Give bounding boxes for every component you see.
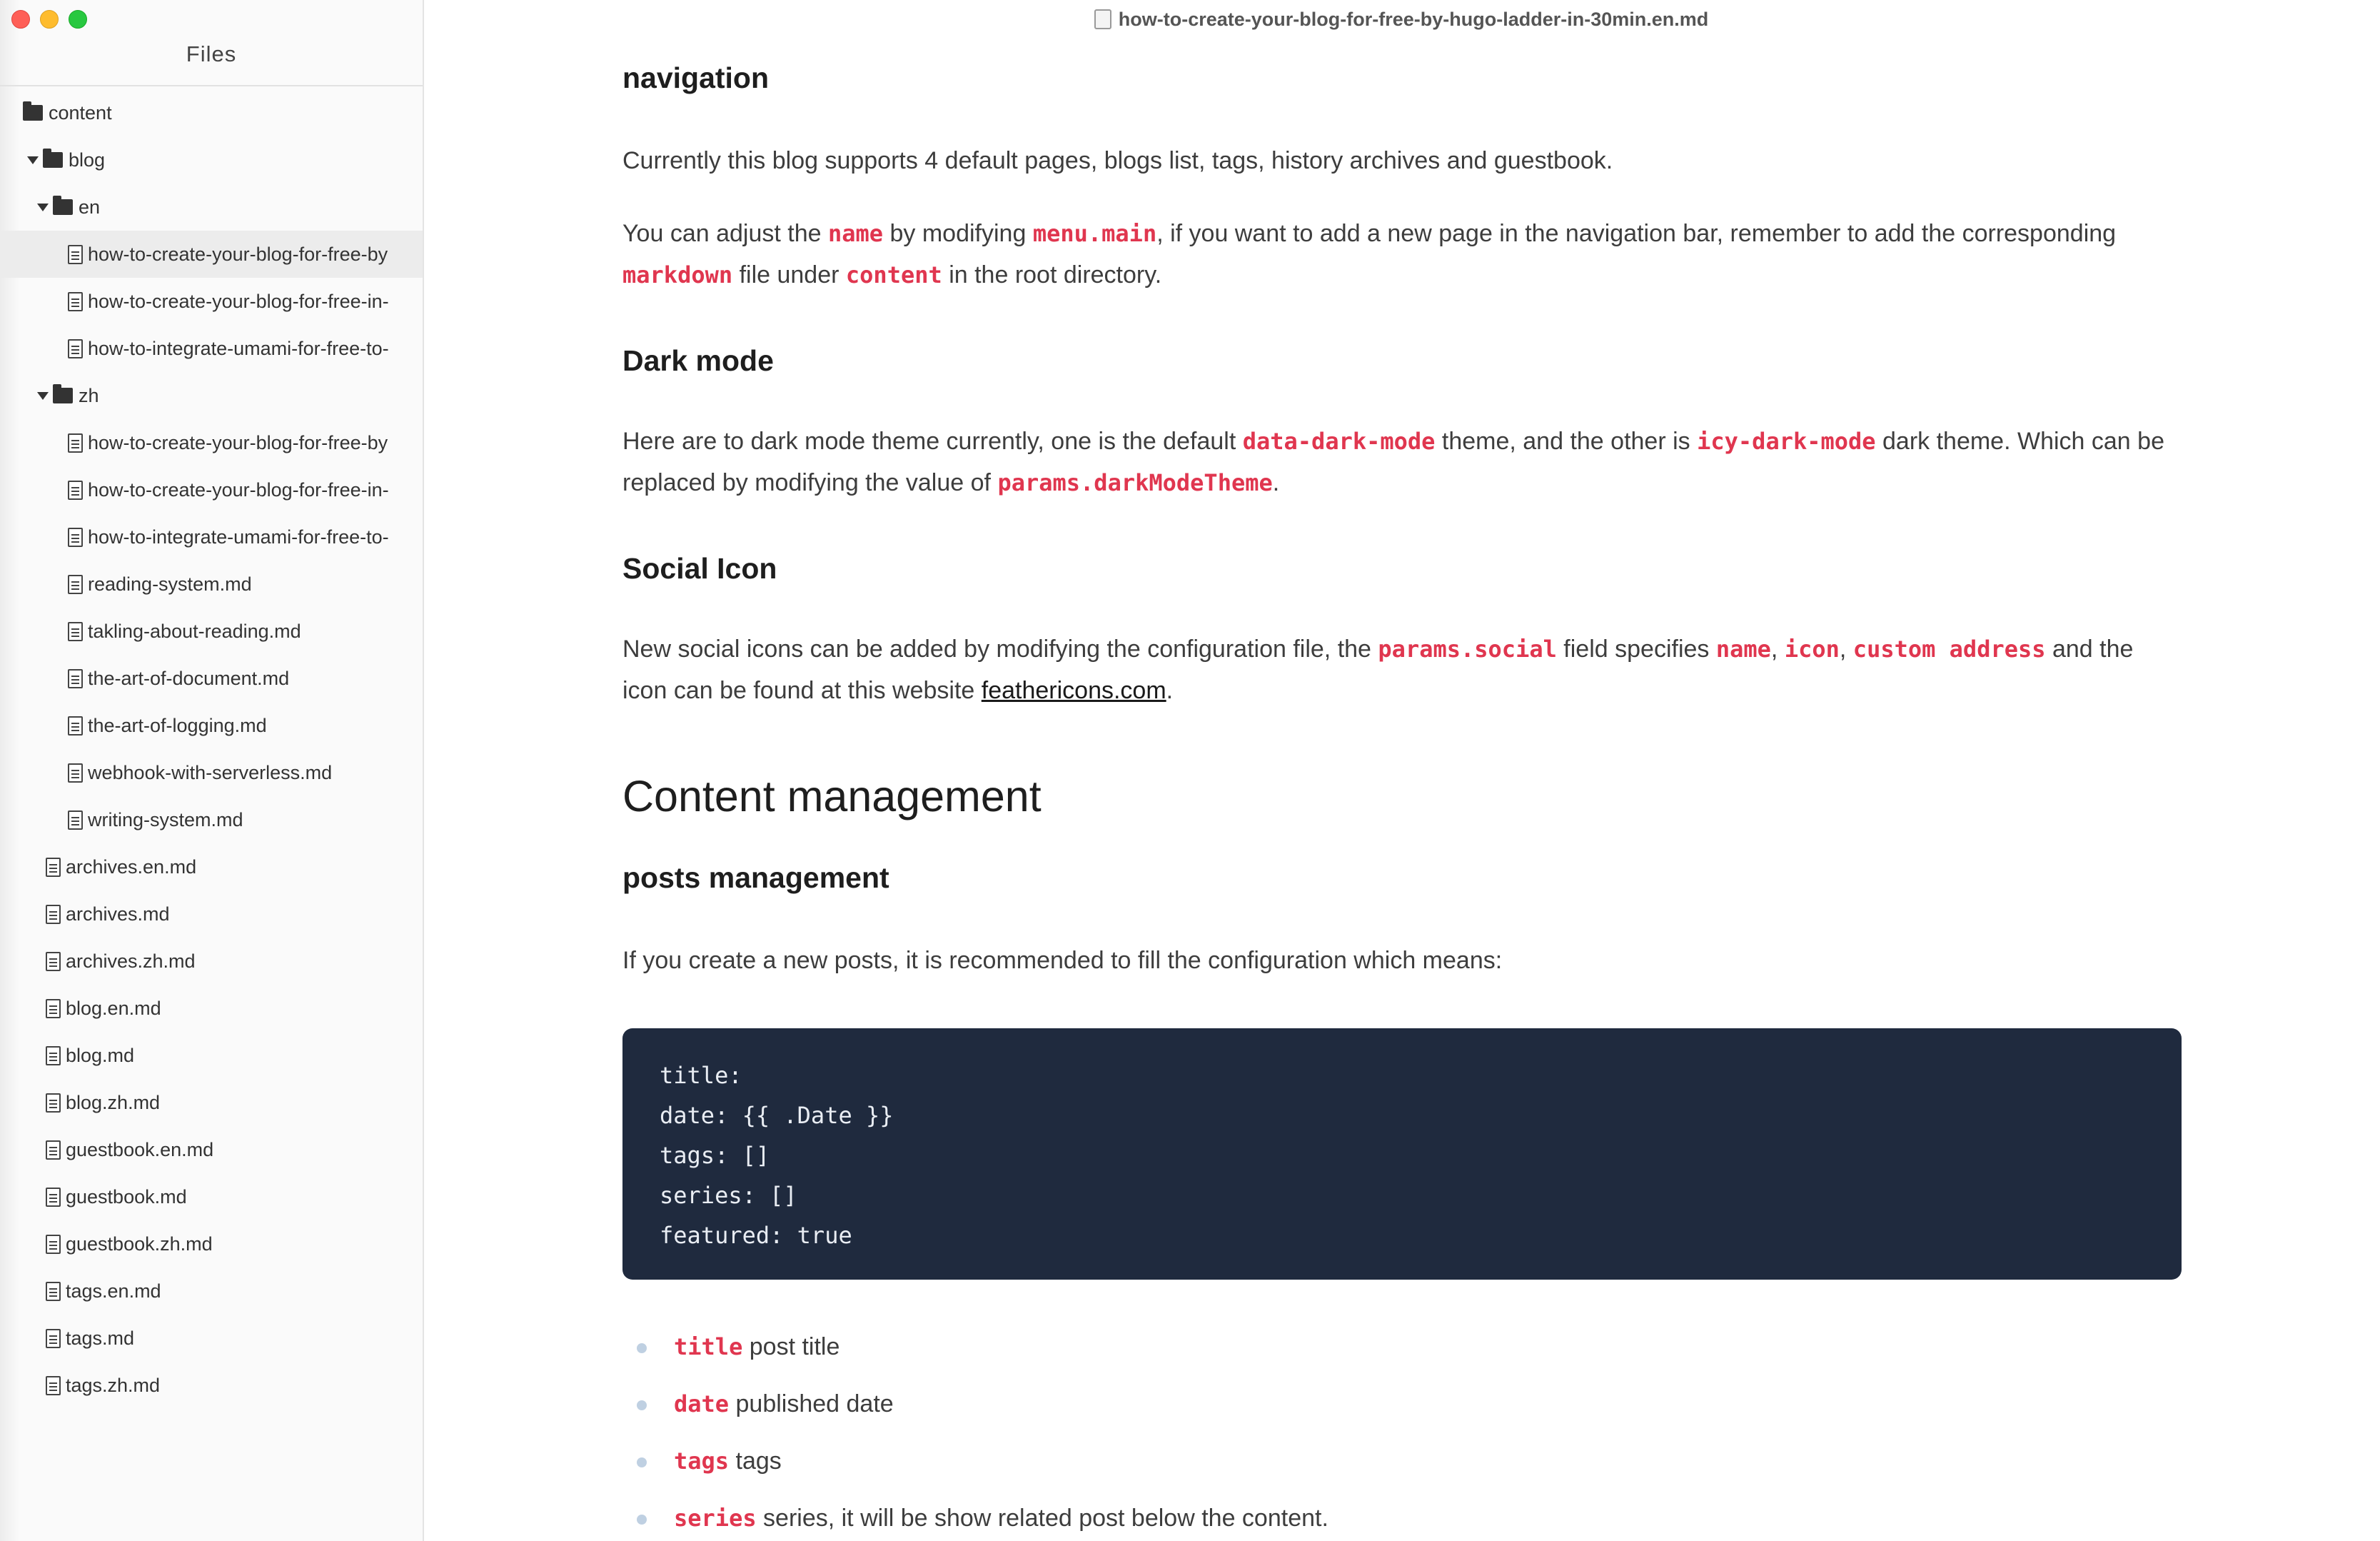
tree-item-label: guestbook.zh.md — [66, 1233, 213, 1255]
tree-file[interactable] — [0, 608, 423, 655]
tree-item-label: tags.en.md — [66, 1280, 161, 1302]
tree-file[interactable] — [0, 655, 423, 702]
heading-posts-management: posts management — [622, 861, 889, 894]
file-icon — [68, 575, 83, 594]
file-icon — [46, 1093, 61, 1113]
tree-folder[interactable] — [0, 184, 423, 231]
folder-icon — [23, 105, 43, 121]
tree-file[interactable] — [0, 1315, 423, 1362]
window-titlebar — [423, 0, 2380, 39]
tree-item-label: archives.md — [66, 903, 170, 925]
tree-item-label: blog — [69, 149, 106, 171]
file-icon — [68, 433, 83, 453]
tree-file[interactable] — [0, 466, 423, 513]
file-icon — [68, 716, 83, 736]
list-item-text: post title — [742, 1333, 840, 1360]
inline-code: data-dark-mode — [1242, 428, 1436, 455]
tree-file[interactable] — [0, 985, 423, 1032]
file-icon — [46, 905, 61, 924]
tree-item-label: tags.zh.md — [66, 1374, 161, 1396]
file-tree — [0, 89, 423, 1409]
tree-item-label: archives.zh.md — [66, 950, 196, 972]
tree-file[interactable] — [0, 749, 423, 796]
tree-file[interactable] — [0, 278, 423, 325]
inline-code: params.darkModeTheme — [997, 469, 1273, 496]
tree-file[interactable] — [0, 796, 423, 843]
tree-item-label: writing-system.md — [88, 808, 243, 830]
inline-code: content — [845, 261, 942, 288]
list-item — [622, 1490, 1328, 1541]
heading-dark-mode: Dark mode — [622, 344, 774, 377]
inline-code: tags — [674, 1447, 730, 1475]
tree-file[interactable] — [0, 1268, 423, 1315]
file-icon — [46, 999, 61, 1018]
window-controls — [11, 10, 87, 29]
list-item — [622, 1375, 1328, 1432]
heading-navigation: navigation — [622, 61, 770, 94]
field-list — [622, 1318, 1328, 1541]
navigation-paragraph-2: You can adjust the name by modifying menu.main, if you want to add a new page in the navigation bar, remember to add the corresponding markdown file under content in the root directory. — [622, 220, 2117, 288]
list-item-text: published date — [729, 1390, 894, 1417]
inline-code: name — [827, 220, 884, 247]
file-icon — [46, 858, 61, 877]
code-line: title: — [660, 1062, 742, 1089]
list-item — [622, 1318, 1328, 1375]
tree-file[interactable] — [0, 702, 423, 749]
file-icon — [46, 952, 61, 971]
file-icon — [68, 245, 83, 264]
tree-item-label: how-to-create-your-blog-for-free-by — [88, 243, 388, 265]
chevron-down-icon[interactable] — [27, 156, 39, 164]
code-line: featured: true — [660, 1222, 852, 1249]
heading-content-management: Content management — [622, 772, 1042, 820]
tree-file[interactable] — [0, 561, 423, 608]
tree-folder[interactable] — [0, 372, 423, 419]
tree-item-label: tags.md — [66, 1327, 135, 1349]
list-item — [622, 1432, 1328, 1490]
folder-icon — [53, 199, 73, 215]
code-line: date: {{ .Date }} — [660, 1102, 894, 1129]
tree-file[interactable] — [0, 1126, 423, 1173]
heading-social-icon: Social Icon — [622, 552, 777, 585]
tree-file[interactable] — [0, 1032, 423, 1079]
tree-item-label: blog.md — [66, 1044, 135, 1066]
file-icon — [46, 1376, 61, 1395]
tree-file[interactable] — [0, 1173, 423, 1220]
inline-code: icy-dark-mode — [1697, 428, 1876, 455]
tree-file[interactable] — [0, 513, 423, 561]
list-item-text: series, it will be show related post below the content. — [756, 1505, 1328, 1532]
tree-item-label: zh — [79, 384, 99, 406]
tree-file[interactable] — [0, 1220, 423, 1268]
inline-code: icon — [1784, 636, 1840, 663]
inline-code: title — [674, 1333, 743, 1360]
tree-item-label: how-to-create-your-blog-for-free-in- — [88, 478, 389, 501]
social-icon-paragraph: New social icons can be added by modifying the configuration file, the params.social field specifies name, icon, custom address and the icon can be found at this website feathericons.com. — [622, 636, 2134, 704]
tree-item-label: blog.zh.md — [66, 1091, 161, 1113]
tree-item-label: reading-system.md — [88, 573, 252, 595]
file-icon — [46, 1188, 61, 1207]
tree-item-label: webhook-with-serverless.md — [88, 761, 333, 783]
file-sidebar — [0, 0, 424, 1541]
navigation-paragraph-1: Currently this blog supports 4 default pages, blogs list, tags, history archives and guestbook. — [622, 147, 1613, 174]
sidebar-divider — [0, 85, 423, 86]
tree-item-label: guestbook.md — [66, 1185, 187, 1208]
document-view[interactable] — [424, 39, 2380, 1541]
dark-mode-paragraph: Here are to dark mode theme currently, one is the default data-dark-mode theme, and the other is icy-dark-mode dark theme. Which can be replaced by modifying the value of params.darkModeTheme. — [622, 428, 2164, 496]
markdown-file-icon — [1094, 9, 1111, 29]
tree-item-label: content — [49, 101, 112, 124]
file-icon — [68, 339, 83, 358]
inline-code: markdown — [622, 261, 733, 288]
tree-item-label: blog.en.md — [66, 997, 161, 1019]
file-icon — [46, 1235, 61, 1254]
window-title: how-to-create-your-blog-for-free-by-hugo-ladder-in-30min.en.md — [1118, 8, 1709, 30]
tree-file[interactable] — [0, 1362, 423, 1409]
tree-file[interactable] — [0, 325, 423, 372]
tree-file[interactable] — [0, 843, 423, 890]
file-icon — [68, 810, 83, 830]
tree-file[interactable] — [0, 419, 423, 466]
zoom-window-button[interactable] — [69, 10, 87, 29]
tree-file[interactable] — [0, 890, 423, 938]
tree-item-label: the-art-of-document.md — [88, 667, 290, 689]
tree-item-label: archives.en.md — [66, 855, 197, 878]
file-icon — [68, 528, 83, 547]
file-icon — [46, 1329, 61, 1348]
list-item-text: tags — [729, 1447, 782, 1475]
folder-icon — [43, 152, 63, 168]
tree-file[interactable] — [0, 231, 423, 278]
chevron-down-icon[interactable] — [37, 204, 49, 211]
inline-code: custom address — [1852, 636, 2046, 663]
tree-file[interactable] — [0, 938, 423, 985]
chevron-down-icon[interactable] — [37, 392, 49, 400]
minimize-window-button[interactable] — [40, 10, 59, 29]
posts-paragraph: If you create a new posts, it is recommended to fill the configuration which means: — [622, 947, 1503, 974]
code-line: series: [] — [660, 1182, 797, 1209]
file-icon — [46, 1140, 61, 1160]
file-icon — [46, 1046, 61, 1065]
inline-code: series — [674, 1505, 757, 1532]
file-icon — [46, 1282, 61, 1301]
tree-item-label: en — [79, 196, 101, 218]
inline-code: name — [1715, 636, 1771, 663]
tree-item-label: how-to-create-your-blog-for-free-by — [88, 431, 388, 453]
sidebar-title: Files — [186, 41, 237, 66]
file-icon — [68, 669, 83, 688]
tree-folder[interactable] — [0, 89, 423, 136]
tree-item-label: how-to-create-your-blog-for-free-in- — [88, 290, 389, 312]
inline-code: date — [674, 1390, 730, 1417]
file-icon — [68, 481, 83, 500]
tree-item-label: guestbook.en.md — [66, 1138, 214, 1160]
feathericons-link[interactable]: feathericons.com — [981, 677, 1166, 704]
tree-item-label: how-to-integrate-umami-for-free-to- — [88, 526, 389, 548]
file-icon — [68, 763, 83, 783]
tree-item-label: how-to-integrate-umami-for-free-to- — [88, 337, 389, 359]
tree-item-label: the-art-of-logging.md — [88, 714, 267, 736]
tree-file[interactable] — [0, 1079, 423, 1126]
inline-code: menu.main — [1032, 220, 1157, 247]
tree-folder[interactable] — [0, 136, 423, 184]
file-icon — [68, 622, 83, 641]
tree-item-label: takling-about-reading.md — [88, 620, 301, 642]
code-line: tags: [] — [660, 1142, 770, 1169]
folder-icon — [53, 388, 73, 403]
file-icon — [68, 292, 83, 311]
close-window-button[interactable] — [11, 10, 30, 29]
inline-code: params.social — [1378, 636, 1557, 663]
code-block[interactable] — [622, 1028, 2182, 1280]
